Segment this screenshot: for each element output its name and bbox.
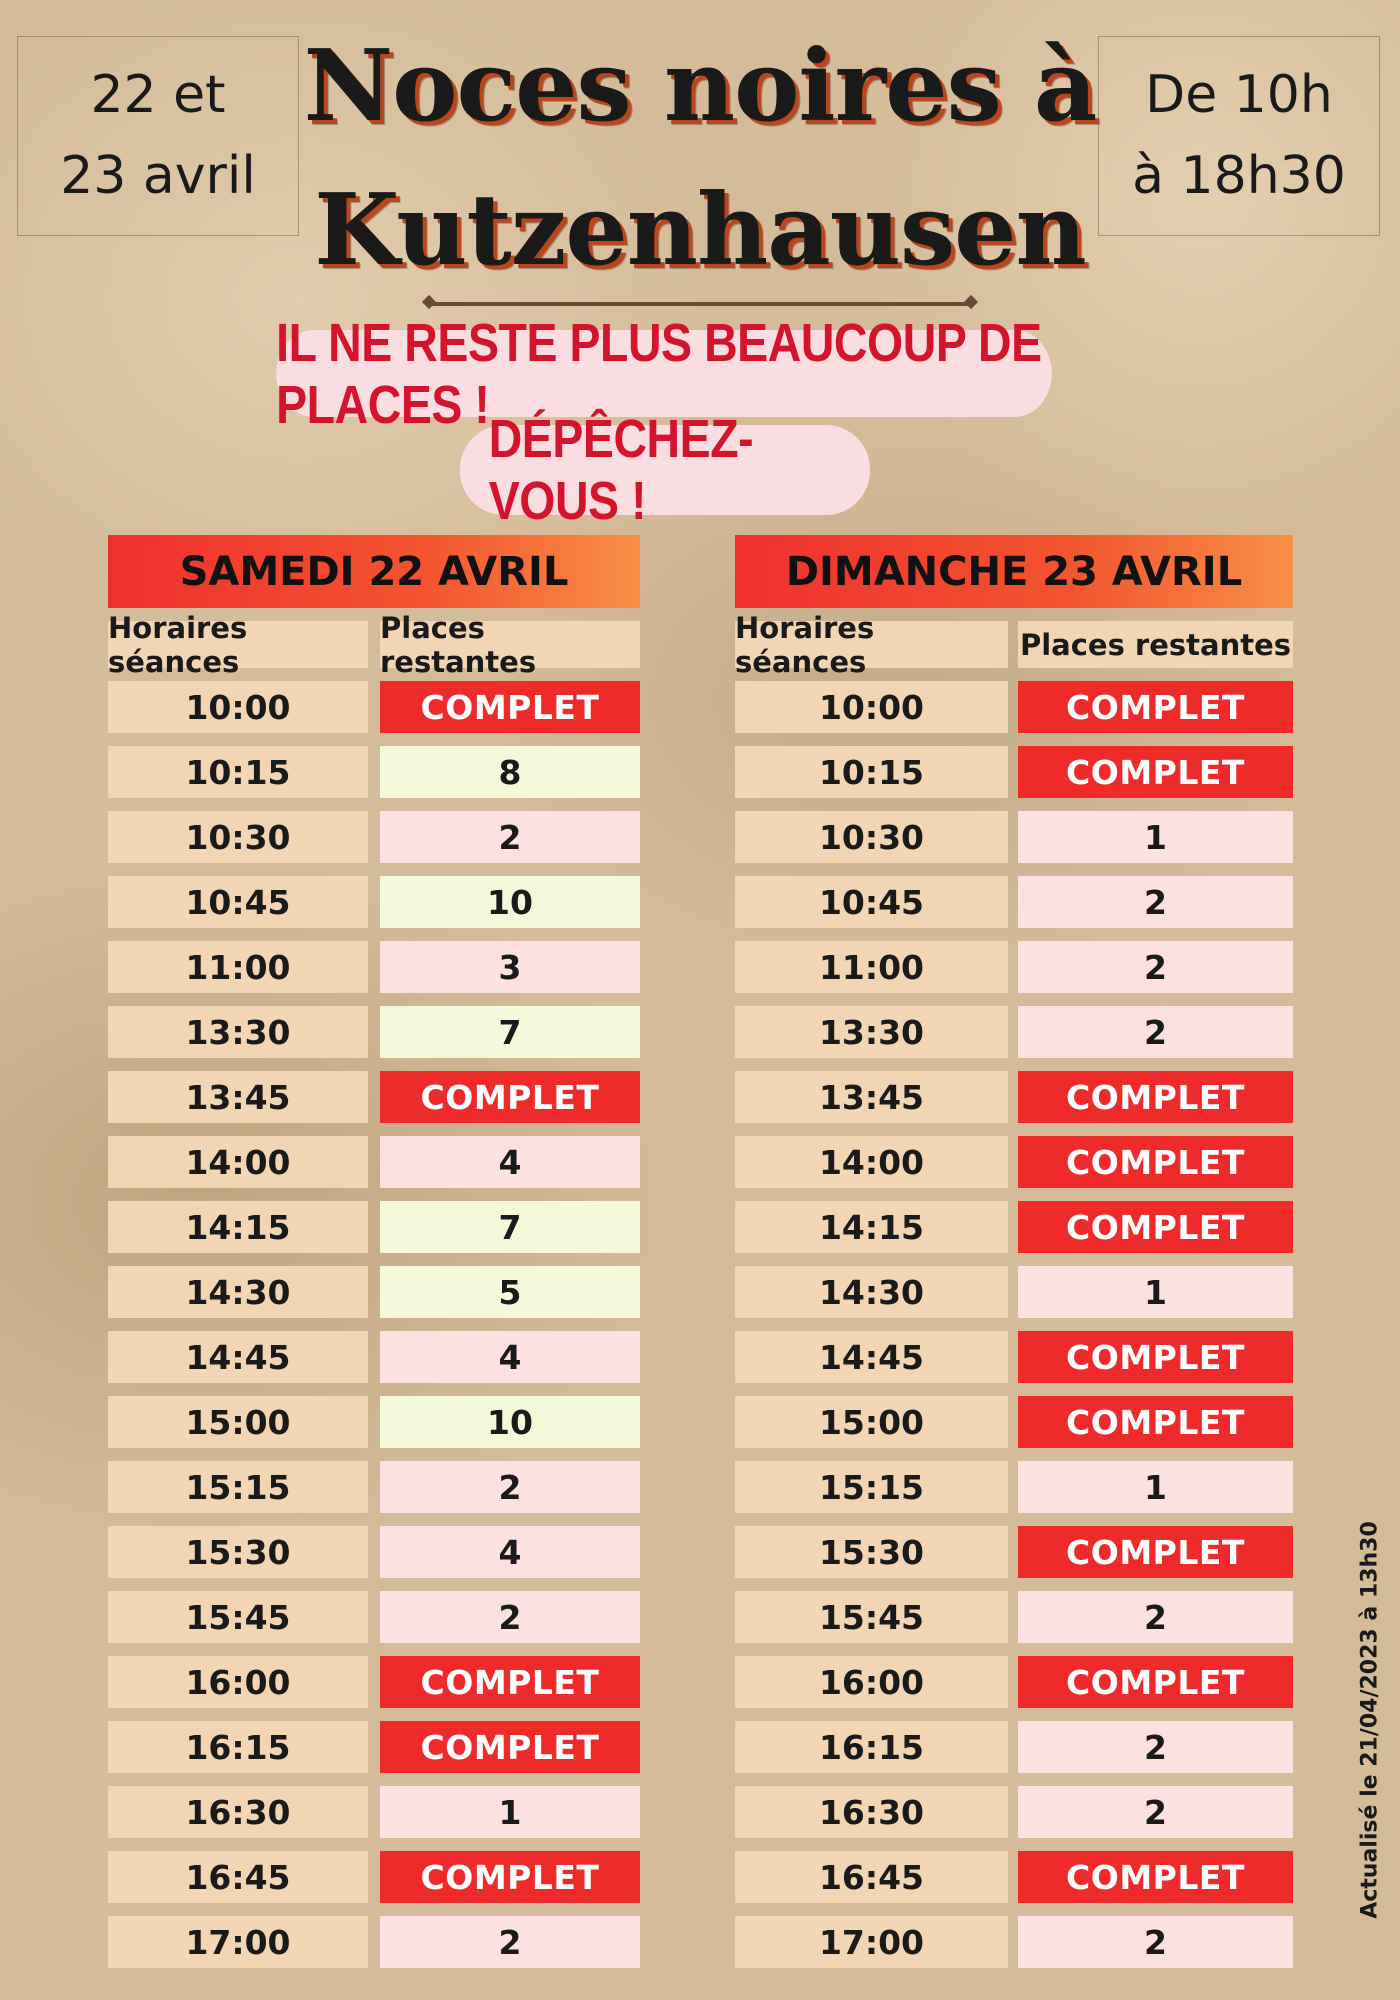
sold-out-badge: COMPLET	[1018, 1526, 1293, 1578]
session-row	[108, 1266, 640, 1318]
session-row	[735, 876, 1293, 928]
sold-out-badge: COMPLET	[380, 1656, 640, 1708]
session-time: 17:00	[108, 1916, 368, 1968]
places-remaining: 2	[1018, 1721, 1293, 1773]
session-time: 13:30	[108, 1006, 368, 1058]
sold-out-badge: COMPLET	[380, 1851, 640, 1903]
session-time: 10:30	[108, 811, 368, 863]
column-headers	[735, 610, 1293, 679]
session-time: 16:30	[735, 1786, 1008, 1838]
session-time: 17:00	[735, 1916, 1008, 1968]
sold-out-badge: COMPLET	[1018, 1851, 1293, 1903]
session-row	[108, 1006, 640, 1058]
title-divider	[430, 302, 970, 306]
session-row	[735, 1136, 1293, 1188]
session-row	[108, 1721, 640, 1773]
session-time: 16:45	[735, 1851, 1008, 1903]
session-time: 14:30	[108, 1266, 368, 1318]
session-row	[108, 1916, 640, 1968]
sold-out-badge: COMPLET	[1018, 681, 1293, 733]
session-time: 11:00	[735, 941, 1008, 993]
session-time: 10:15	[108, 746, 368, 798]
session-time: 10:30	[735, 811, 1008, 863]
hurry-banner-text: DÉPÊCHEZ-VOUS !	[488, 409, 754, 531]
hurry-banner	[460, 409, 870, 531]
session-time: 10:15	[735, 746, 1008, 798]
session-row	[108, 811, 640, 863]
day-header-saturday: SAMEDI 22 AVRIL	[108, 535, 640, 608]
session-time: 14:30	[735, 1266, 1008, 1318]
places-remaining: 7	[380, 1006, 640, 1058]
session-time: 11:00	[108, 941, 368, 993]
session-row	[108, 1851, 640, 1903]
hours-box	[1098, 36, 1380, 236]
session-time: 16:45	[108, 1851, 368, 1903]
column-headers	[108, 610, 640, 679]
session-row	[735, 1656, 1293, 1708]
session-row	[735, 1006, 1293, 1058]
places-remaining: 2	[1018, 1916, 1293, 1968]
update-note: Actualisé le 21/04/2023 à 13h30	[1357, 1521, 1383, 1919]
places-remaining: 4	[380, 1526, 640, 1578]
places-remaining: 4	[380, 1331, 640, 1383]
places-remaining: 2	[380, 811, 640, 863]
session-time: 15:15	[108, 1461, 368, 1513]
schedule-sunday	[735, 535, 1293, 1968]
session-row	[735, 811, 1293, 863]
sold-out-badge: COMPLET	[1018, 1331, 1293, 1383]
session-row	[735, 1721, 1293, 1773]
session-time: 10:45	[735, 876, 1008, 928]
places-remaining: 7	[380, 1201, 640, 1253]
places-remaining: 2	[380, 1461, 640, 1513]
session-row	[108, 876, 640, 928]
session-list	[735, 681, 1293, 1968]
places-remaining: 5	[380, 1266, 640, 1318]
places-remaining: 2	[1018, 941, 1293, 993]
session-time: 16:30	[108, 1786, 368, 1838]
session-time: 13:30	[735, 1006, 1008, 1058]
session-row	[735, 1071, 1293, 1123]
session-row	[735, 746, 1293, 798]
session-row	[735, 1526, 1293, 1578]
sold-out-badge: COMPLET	[1018, 1201, 1293, 1253]
session-row	[108, 1136, 640, 1188]
session-time: 15:15	[735, 1461, 1008, 1513]
session-time: 15:30	[735, 1526, 1008, 1578]
session-row	[735, 1201, 1293, 1253]
session-time: 16:15	[108, 1721, 368, 1773]
sold-out-badge: COMPLET	[380, 1721, 640, 1773]
session-row	[735, 1591, 1293, 1643]
session-time: 14:45	[108, 1331, 368, 1383]
session-time: 15:45	[108, 1591, 368, 1643]
page-title-line-1: Noces noires à	[303, 29, 1097, 144]
column-header-places: Places restantes	[1018, 621, 1293, 668]
session-time: 10:00	[735, 681, 1008, 733]
session-row	[735, 681, 1293, 733]
session-row	[108, 941, 640, 993]
session-time: 14:00	[735, 1136, 1008, 1188]
day-header-sunday: DIMANCHE 23 AVRIL	[735, 535, 1293, 608]
session-row	[735, 1786, 1293, 1838]
session-row	[108, 1656, 640, 1708]
sold-out-badge: COMPLET	[1018, 1071, 1293, 1123]
session-row	[735, 1851, 1293, 1903]
hours-line-1: De 10h	[1145, 65, 1333, 126]
sold-out-badge: COMPLET	[380, 681, 640, 733]
session-time: 14:00	[108, 1136, 368, 1188]
session-time: 10:45	[108, 876, 368, 928]
session-row	[108, 1331, 640, 1383]
hours-line-2: à 18h30	[1132, 146, 1346, 206]
session-row	[108, 681, 640, 733]
session-time: 16:00	[108, 1656, 368, 1708]
session-row	[108, 1071, 640, 1123]
urgency-banner: IL NE RESTE PLUS BEAUCOUP DE PLACES !	[276, 330, 1052, 417]
dates-line-1: 22 et	[90, 65, 226, 126]
session-row	[108, 1396, 640, 1448]
places-remaining: 2	[1018, 1591, 1293, 1643]
sold-out-badge: COMPLET	[1018, 1656, 1293, 1708]
sold-out-badge: COMPLET	[1018, 746, 1293, 798]
places-remaining: 2	[380, 1591, 640, 1643]
places-remaining: 8	[380, 746, 640, 798]
session-time: 14:15	[108, 1201, 368, 1253]
places-remaining: 2	[1018, 1786, 1293, 1838]
session-time: 15:00	[108, 1396, 368, 1448]
places-remaining: 1	[1018, 1266, 1293, 1318]
column-header-time: Horaires séances	[735, 621, 1008, 668]
session-time: 14:15	[735, 1201, 1008, 1253]
session-time: 14:45	[735, 1331, 1008, 1383]
session-row	[108, 1526, 640, 1578]
places-remaining: 10	[380, 876, 640, 928]
column-header-places: Places restantes	[380, 621, 640, 668]
session-row	[108, 1786, 640, 1838]
places-remaining: 1	[1018, 1461, 1293, 1513]
places-remaining: 2	[380, 1916, 640, 1968]
session-row	[108, 746, 640, 798]
session-row	[108, 1591, 640, 1643]
session-row	[735, 1916, 1293, 1968]
dates-box	[17, 36, 299, 236]
session-row	[735, 1331, 1293, 1383]
session-row	[735, 1461, 1293, 1513]
places-remaining: 2	[1018, 876, 1293, 928]
session-row	[108, 1461, 640, 1513]
places-remaining: 2	[1018, 1006, 1293, 1058]
sold-out-badge: COMPLET	[380, 1071, 640, 1123]
dates-line-2: 23 avril	[60, 146, 256, 206]
session-time: 15:30	[108, 1526, 368, 1578]
sold-out-badge: COMPLET	[1018, 1136, 1293, 1188]
session-time: 15:00	[735, 1396, 1008, 1448]
session-time: 16:15	[735, 1721, 1008, 1773]
places-remaining: 4	[380, 1136, 640, 1188]
sold-out-badge: COMPLET	[1018, 1396, 1293, 1448]
session-time: 10:00	[108, 681, 368, 733]
column-header-time: Horaires séances	[108, 621, 368, 668]
places-remaining: 10	[380, 1396, 640, 1448]
session-time: 13:45	[735, 1071, 1008, 1123]
places-remaining: 1	[380, 1786, 640, 1838]
session-row	[735, 1396, 1293, 1448]
page-title-line-2: Kutzenhausen	[314, 173, 1086, 288]
places-remaining: 3	[380, 941, 640, 993]
schedule-saturday	[108, 535, 640, 1968]
session-row	[735, 1266, 1293, 1318]
session-time: 15:45	[735, 1591, 1008, 1643]
session-list	[108, 681, 640, 1968]
session-time: 16:00	[735, 1656, 1008, 1708]
session-time: 13:45	[108, 1071, 368, 1123]
places-remaining: 1	[1018, 811, 1293, 863]
session-row	[108, 1201, 640, 1253]
session-row	[735, 941, 1293, 993]
